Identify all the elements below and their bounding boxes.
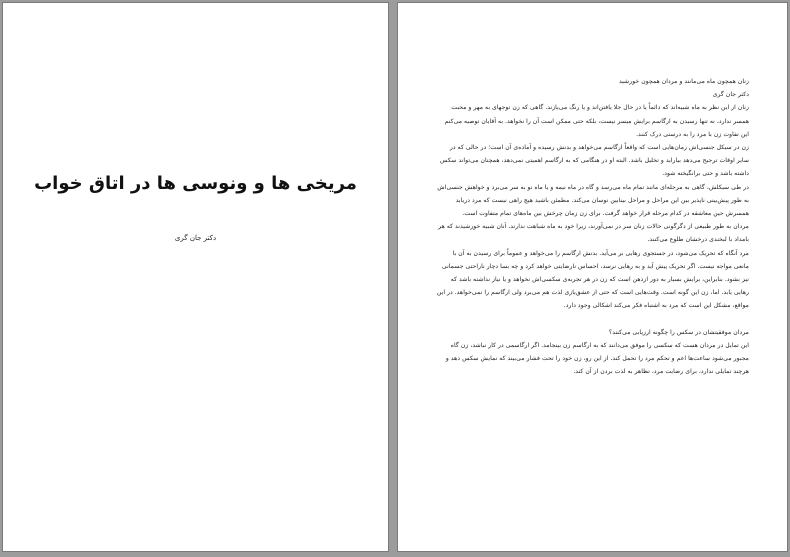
section-question: مردان موفقیتشان در سکس را چگونه ارزیابی می‌کنند؟ [608, 328, 749, 336]
paragraph: این تمایل در مردان هست که سکسی را موفق می‌دانند که به ارگاسم زن بینجامد. اگر ارگاسمی در کار نباشد، زن گاه مجبور می‌شود ساعت‌ها اعم و تحکم مرد را تحمل کند. از این رو، زن خود را تحت فشار می‌بیند که نمایش سکس دهد و هرچند تمایلی ندارد، برای رضایت مرد، تظاهر به لذت بردن از آن کند. [445, 341, 749, 376]
paragraph: مرد آنگاه که تحریک می‌شود، در جستجوی رهایی بر می‌آید. بدنش ارگاسم را می‌خواهد و عموماً برای رسیدن به آن با مانعی مواجه نیست. اگر تحریک پیش آید و به رهایی نرسد، احساس نارضایتی خواهد کرد و چه بسا دچار ناراحتی جسمانی نیز بشود. بنابراین، برایش بسیار به دور ازذهن است که زن در هر تجربه‌ی سکسی‌اش نخواهد و یا نیاز نداشته باشد که رهایی یابد. اما، زن این گونه است. وقت‌هایی است که حتی از عشق‌بازی لذت هم می‌برد ولی ارگاسم را نمی‌خواهد. در این مواقع، مشکل این است که مرد به اشتباه فکر می‌کند اشکالی وجود دارد. [436, 249, 749, 310]
cover-page [2, 2, 389, 552]
text-page [397, 2, 788, 552]
page-author: دکتر جان گری [712, 91, 749, 99]
paragraph-spacer [436, 313, 749, 326]
paragraph: در طی سیکلش، گاهی به مرحله‌ای مانند تمام ماه می‌رسد و گاه در ماه نیمه و یا ماه نو به سر می‌برد و خواهش جنسی‌اش به طور پیش‌بینی ناپذیر بین این مراحل و مراحل بینابین نوسان می‌کند. مطمئن باشید هیچ راهی نیست که مرد دریابد همسرش حین معاشقه در کدام مرحله قرار خواهد گرفت. برای زن زمان چرخش بین ماه‌های تمام متفاوت است. [437, 183, 749, 218]
cover-author: دکتر جان گری [174, 234, 217, 242]
paragraph: مردان به طور طبیعی از دگرگونی حالات زنان سر در نمی‌آورند، زیرا خود به ماه شباهت ندارند. آنان شبیه خورشیدند که هر بامداد با لبخندی درخشان طلوع می‌کنند. [438, 223, 749, 244]
book-title: مریخی ها و ونوسی ها در اتاق خواب [34, 173, 357, 194]
page-heading: زنان همچون ماه می‌مانند و مردان همچون خورشید [618, 78, 749, 85]
paragraph: زن در سیکل جنسی‌اش زمان‌هایی است که واقعاً ارگاسم می‌خواهد و بدنش رسیده و آماده‌ی آن است؛ در حالی که در سایر اوقات ترجیح می‌دهد بیاراید و تخلیل باشد. البته او در هنگامی که به ارگاسم اهمیتی نمی‌دهد، همچنان می‌تواند سکس داشته باشد و حتی برانگیخته شود. [440, 144, 749, 178]
paragraph: زنان از این نظر به ماه شبیه‌اند که دائماً یا در حال جلا یافتن‌اند و یا رنگ می‌بازند. گاهی که زن توجهای به مهر و محبت همسر ندارد، نه تنها رسیدن به ارگاسم برایش میسر نیست، بلکه حتی ممکن است آن را نخواهد. به آقایان توصیه می‌کنم این تفاوت زن با مرد را به درستی درک کنند. [444, 104, 749, 138]
page-body [436, 75, 749, 378]
